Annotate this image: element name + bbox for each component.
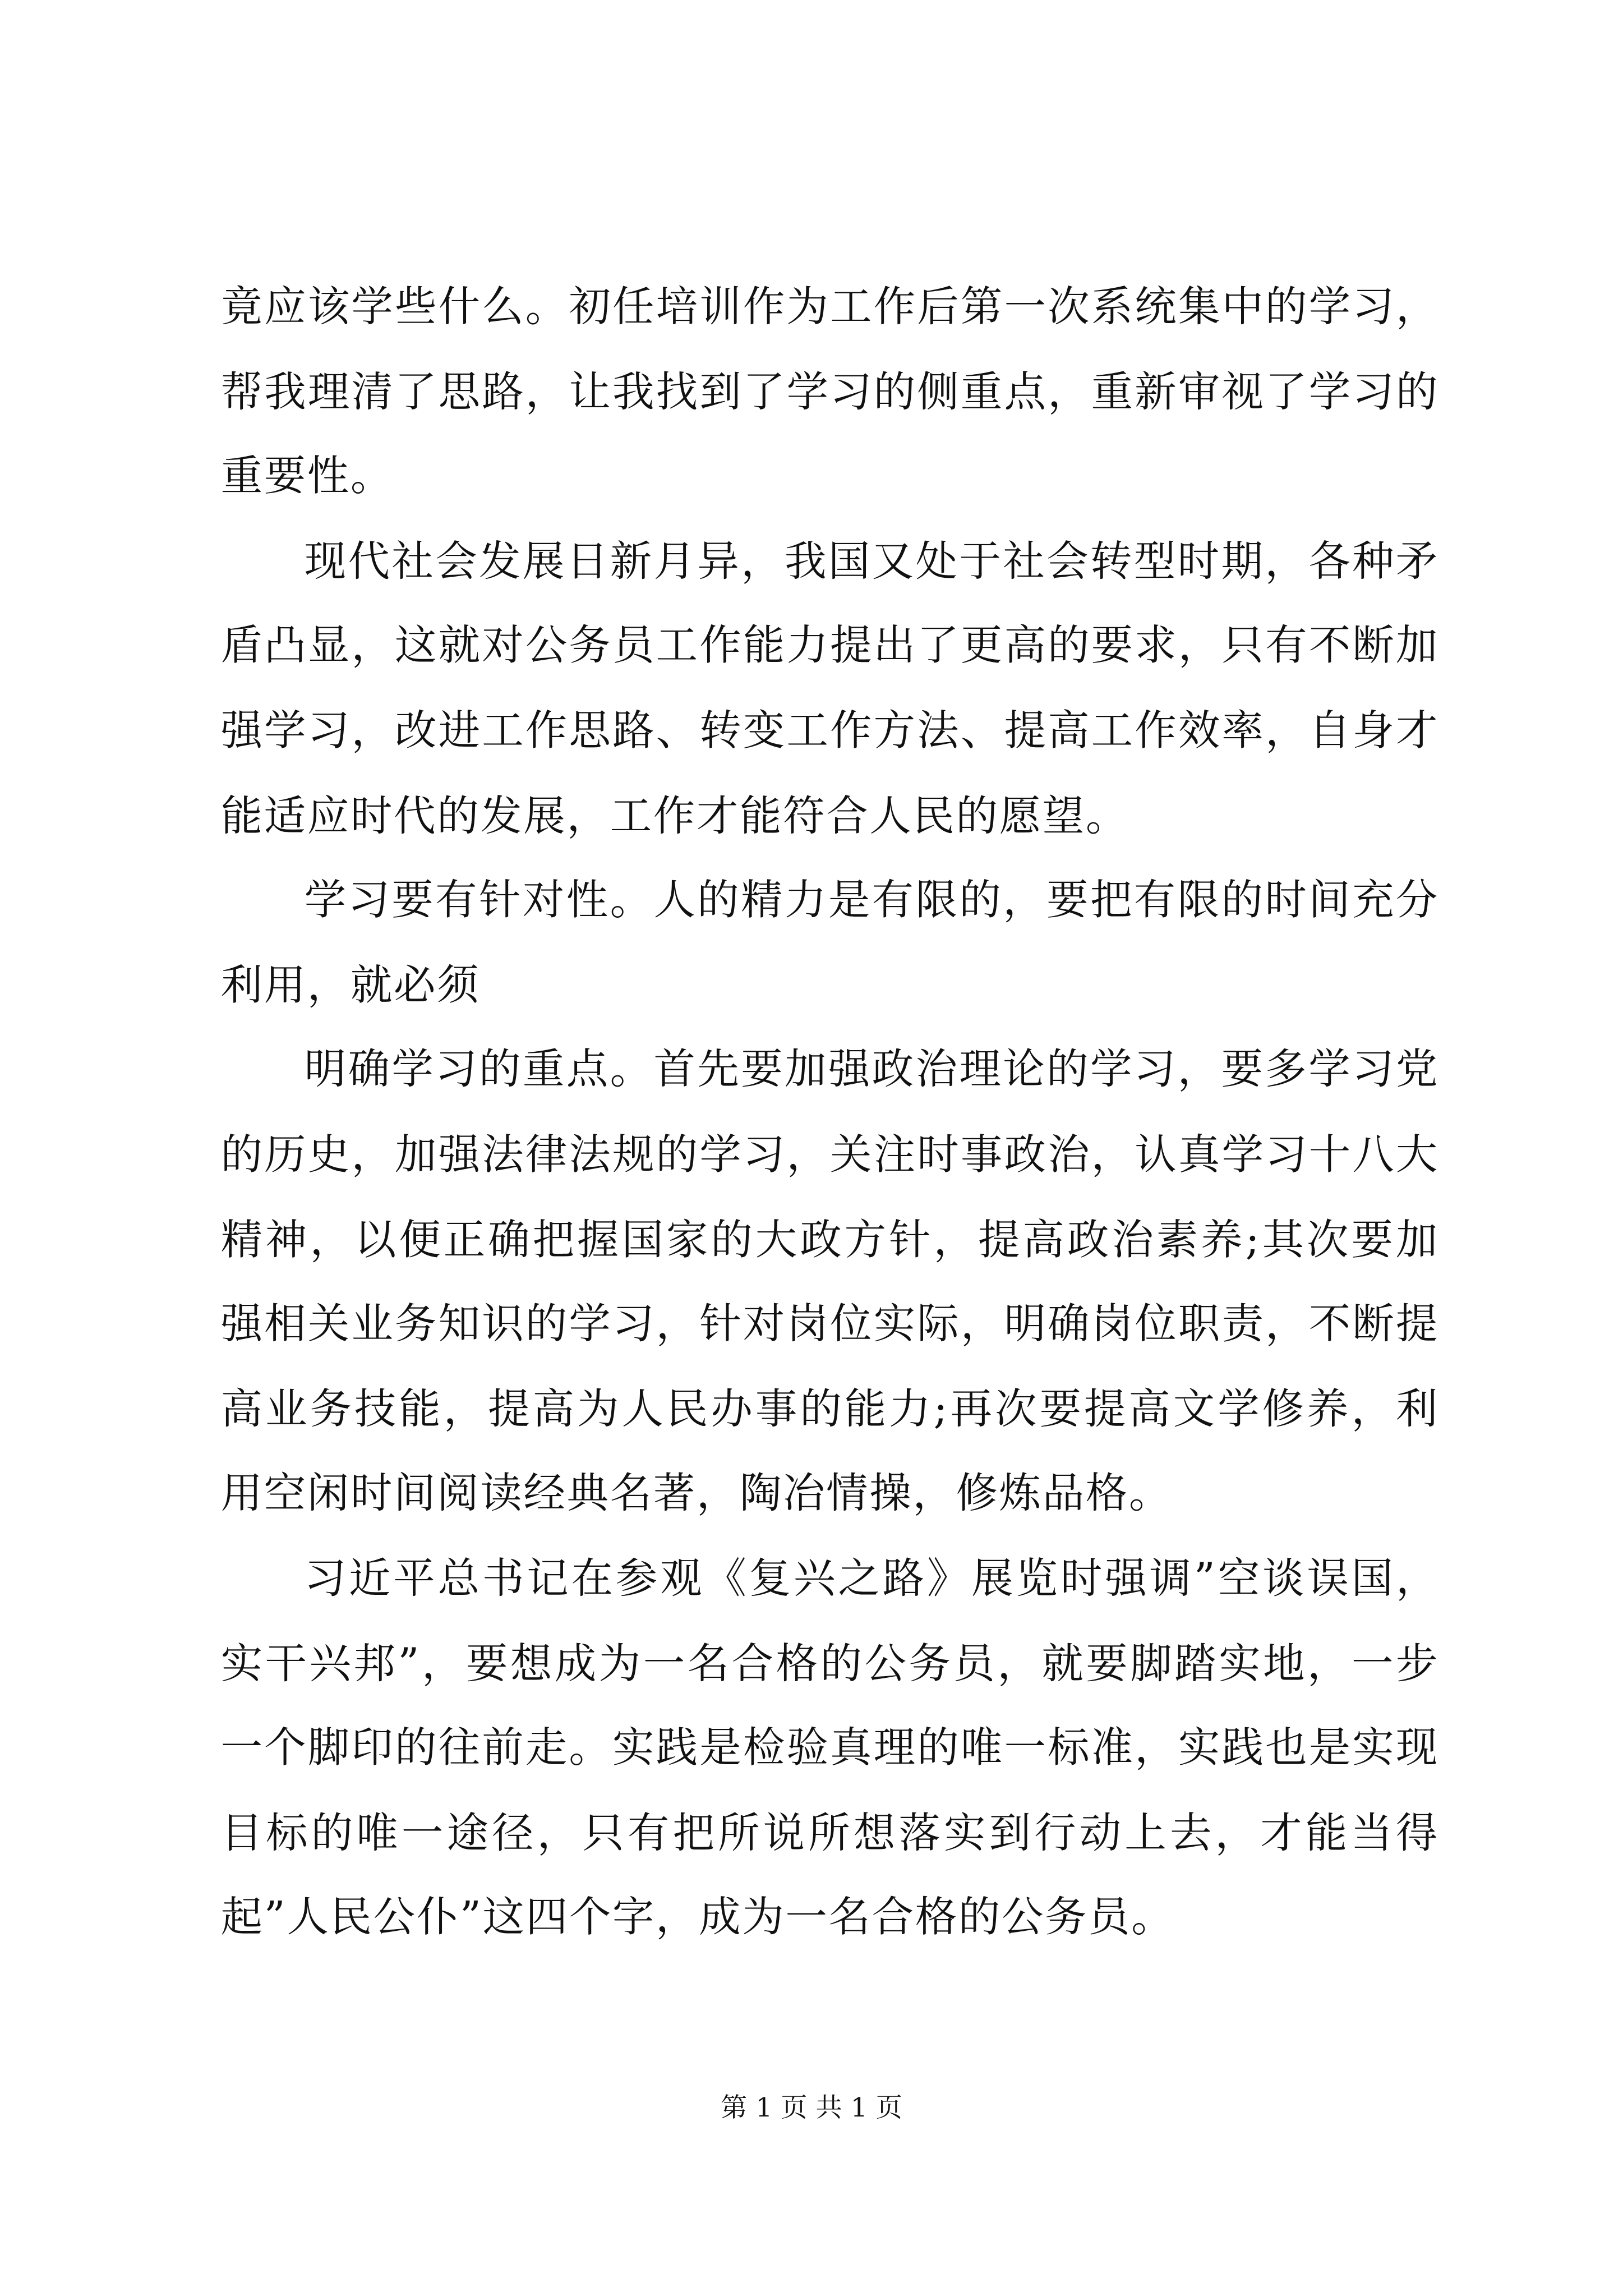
page-footer: 第 1 页 共 1 页 <box>720 2093 903 2124</box>
paragraph-continuation: 竟应该学些什么。初任培训作为工作后第一次系统集中的学习，帮我理清了思路，让我找到了学习的侧重点，重新审视了学习的重要性。 <box>220 282 1440 501</box>
paragraph: 现代社会发展日新月异，我国又处于社会转型时期，各种矛盾凸显，这就对公务员工作能力提出了更高的要求，只有不断加强学习，改进工作思路、转变工作方法、提高工作效率，自身才能适应时代的发展，工作才能符合人民的愿望。 <box>220 537 1440 840</box>
paragraph: 明确学习的重点。首先要加强政治理论的学习，要多学习党的历史，加强法律法规的学习，关注时事政治，认真学习十八大精神，以便正确把握国家的大政方针，提高政治素养;其次要加强相关业务知识的学习，针对岗位实际，明确岗位职责，不断提高业务技能，提高为人民办事的能力;再次要提高文学修养，利用空闲时间阅读经典名著，陶冶情操，修炼品格。 <box>220 1045 1440 1518</box>
document-body <box>221 265 1440 1960</box>
paragraph: 习近平总书记在参观《复兴之路》展览时强调”空谈误国，实干兴邦”，要想成为一名合格的公务员，就要脚踏实地，一步一个脚印的往前走。实践是检验真理的唯一标准，实践也是实现目标的唯一途径，只有把所说所想落实到行动上去，才能当得起”人民公仆”这四个字，成为一名合格的公务员。 <box>220 1554 1440 1942</box>
paragraph: 学习要有针对性。人的精力是有限的，要把有限的时间充分利用，就必须 <box>220 876 1440 1010</box>
